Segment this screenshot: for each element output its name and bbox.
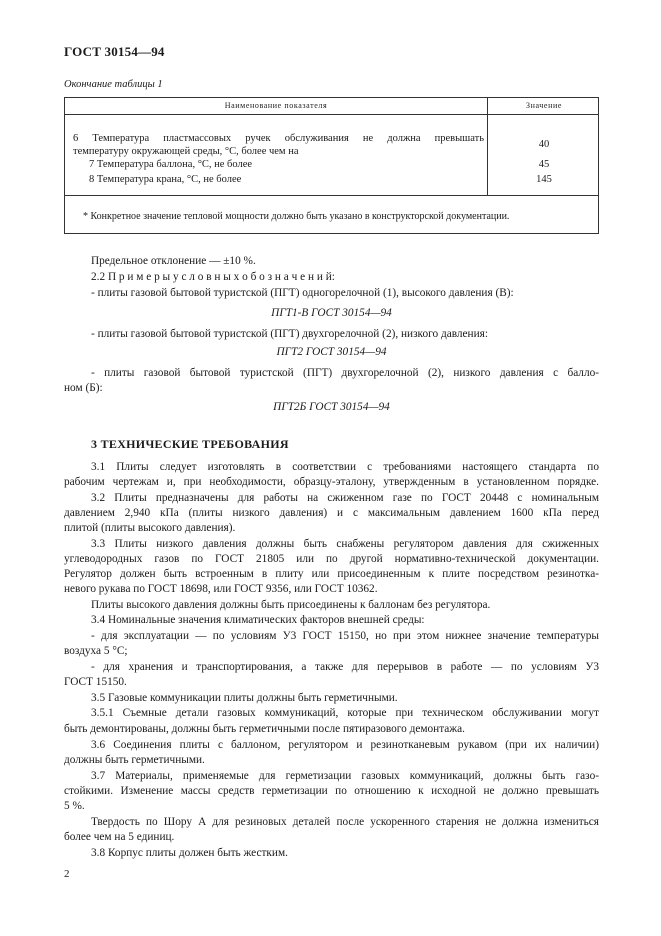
para-3-3-line1: 3.3 Плиты низкого давления должны быть снабжены регулятором давления для сжиженных	[91, 538, 599, 550]
para-3-7-line4: Твердость по Шору А для резиновых деталей после ускоренного старения не должна измениться	[91, 816, 599, 828]
table-row-8-label: 8 Температура крана, °С, не более	[89, 174, 242, 185]
page-number: 2	[64, 868, 70, 880]
example-3-designation: ПГТ2Б ГОСТ 30154—94	[273, 401, 390, 413]
para-3-3-line3: Регулятор должен быть встроенным в плиту или присоединенным к плите посредством резинотка-	[64, 568, 599, 580]
column-header-name: Наименование показателя	[224, 101, 328, 110]
para-3-6-line1: 3.6 Соединения плиты с баллоном, регулятором и резинотканевым рукавом (при их наличии)	[91, 739, 599, 751]
table-row-7-value: 45	[538, 159, 550, 170]
example-2-text: - плиты газовой бытовой туристской (ПГТ) двухгорелочной (2), низкого давления:	[91, 328, 488, 340]
para-3-3-line2: углеводородных газов по ГОСТ 21805 или по другой нормативно-технической документации.	[64, 553, 599, 565]
table-row-6-line1: 6 Температура пластмассовых ручек обслуживания не должна превышать	[73, 133, 484, 144]
table-row-6-line2: температуру окружающей среды, °С, более чем на	[73, 146, 299, 157]
para-3-7-line1: 3.7 Материалы, применяемые для герметизации газовых коммуникаций, должны быть газо-	[91, 770, 599, 782]
table-row-7-label: 7 Температура баллона, °С, не более	[89, 159, 253, 170]
table-row-6-value: 40	[538, 139, 550, 150]
para-3-4: 3.4 Номинальные значения климатических факторов внешней среды:	[91, 614, 425, 626]
para-3-4-item1-line1: - для эксплуатации — по условиям У3 ГОСТ 15150, но при этом нижнее значение температуры	[91, 630, 599, 642]
para-3-8: 3.8 Корпус плиты должен быть жестким.	[91, 847, 288, 859]
table-caption: Окончание таблицы 1	[64, 79, 163, 90]
para-3-2-line1: 3.2 Плиты предназначены для работы на сжиженном газе по ГОСТ 20448 с номинальным	[91, 492, 599, 504]
para-3-5-1-line1: 3.5.1 Съемные детали газовых коммуникаций, которые при техническом обслуживании могут	[91, 707, 599, 719]
para-3-4-item2-line1: - для хранения и транспортирования, а также для перерывов в работе — по условиям У3	[91, 661, 599, 673]
table-footnote: * Конкретное значение тепловой мощности должно быть указано в конструкторской документации.	[83, 211, 510, 222]
para-3-3-line5: Плиты высокого давления должны быть присоединены к баллонам без регулятора.	[91, 599, 491, 611]
example-1-text: - плиты газовой бытовой туристской (ПГТ) одногорелочной (1), высокого давления (В):	[91, 287, 514, 299]
para-3-1-line2: рабочим чертежам и, при необходимости, образцу-эталону, утвержденным в установленном порядке.	[64, 476, 599, 488]
para-3-4-item1-line2: воздуха 5 °С;	[64, 645, 128, 657]
para-3-2-line2: давлением 2,940 кПа (плиты низкого давления) и с максимальным давлением 1600 кПа перед	[64, 507, 599, 519]
table-header-divider	[65, 114, 598, 115]
tolerance-line: Предельное отклонение — ±10 %.	[91, 255, 256, 267]
para-3-5-1-line2: быть демонтированы, должны быть герметичными после пятиразового демонтажа.	[64, 723, 465, 735]
example-3-text-line1: - плиты газовой бытовой туристской (ПГТ) двухгорелочной (2), низкого давления с балло-	[91, 367, 599, 379]
example-3-text-line2: ном (Б):	[64, 382, 103, 394]
para-3-3-line4: невого рукава по ГОСТ 18698, или ГОСТ 9356, или ГОСТ 10362.	[64, 583, 378, 595]
section-title: 3 ТЕХНИЧЕСКИЕ ТРЕБОВАНИЯ	[91, 437, 289, 451]
example-1-designation: ПГТ1-В ГОСТ 30154—94	[271, 307, 392, 319]
table-row-8-value: 145	[536, 174, 552, 185]
para-3-7-line5: более чем на 5 единиц.	[64, 831, 175, 843]
para-3-6-line2: должны быть герметичными.	[64, 754, 205, 766]
example-2-designation: ПГТ2 ГОСТ 30154—94	[276, 346, 387, 358]
para-3-2-line3: плитой (плиты высокого давления).	[64, 522, 236, 534]
column-header-value: Значение	[525, 101, 562, 110]
table-footnote-divider	[65, 195, 598, 196]
para-3-7-line2: стойкими. Изменение массы средств герметизации по отношению к исходной не должно превышать	[64, 785, 599, 797]
examples-heading: 2.2 П р и м е р ы у с л о в н ы х о б о з н а ч е н и й:	[91, 271, 335, 283]
doc-header: ГОСТ 30154—94	[64, 44, 165, 59]
para-3-4-item2-line2: ГОСТ 15150.	[64, 676, 127, 688]
para-3-1-line1: 3.1 Плиты следует изготовлять в соответствии с требованиями настоящего стандарта по	[91, 461, 599, 473]
data-table	[64, 97, 599, 234]
para-3-5: 3.5 Газовые коммуникации плиты должны быть герметичными.	[91, 692, 398, 704]
para-3-7-line3: 5 %.	[64, 800, 85, 812]
